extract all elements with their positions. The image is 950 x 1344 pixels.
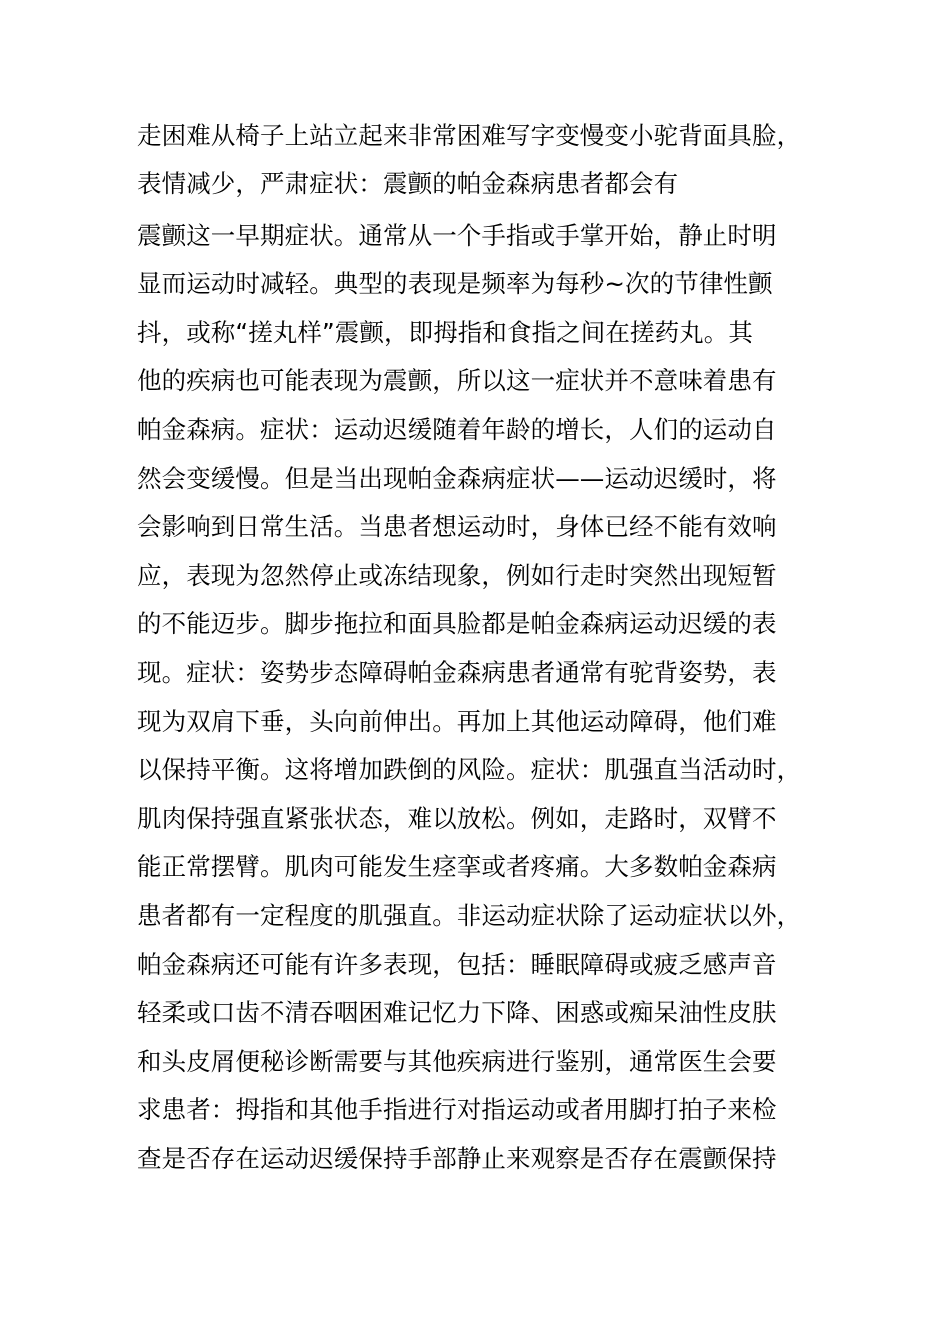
text-line: 表情减少，严肃症状：震颤的帕金森病患者都会有 <box>137 169 679 198</box>
text-line: 走困难从椅子上站立起来非常困难写字变慢变小驼背面具脸， <box>137 121 802 150</box>
text-line: 肌肉保持强直紧张状态，难以放松。例如，走路时，双臂不 <box>137 803 777 833</box>
text-line: 应，表现为忽然停止或冻结现象，例如行走时突然出现短暂 <box>137 560 777 590</box>
text-line: 会影响到日常生活。当患者想运动时，身体已经不能有效响 <box>137 512 777 542</box>
text-line: 轻柔或口齿不清吞咽困难记忆力下降、困惑或痴呆油性皮肤 <box>137 998 777 1028</box>
text-line: 查是否存在运动迟缓保持手部静止来观察是否存在震颤保持 <box>137 1143 777 1173</box>
text-line: 帕金森病还可能有许多表现，包括：睡眠障碍或疲乏感声音 <box>137 949 777 979</box>
text-line: 患者都有一定程度的肌强直。非运动症状除了运动症状以外， <box>137 900 802 930</box>
text-line: 求患者：拇指和其他手指进行对指运动或者用脚打拍子来检 <box>137 1095 777 1125</box>
body-text <box>137 112 827 1183</box>
text-line: 现为双肩下垂，头向前伸出。再加上其他运动障碍，他们难 <box>137 706 777 736</box>
text-line: 现。症状：姿势步态障碍帕金森病患者通常有驼背姿势，表 <box>137 657 777 687</box>
text-line: 的不能迈步。脚步拖拉和面具脸都是帕金森病运动迟缓的表 <box>137 609 777 639</box>
text-line: 以保持平衡。这将增加跌倒的风险。症状：肌强直当活动时， <box>137 755 802 785</box>
text-line: 震颤这一早期症状。通常从一个手指或手掌开始，静止时明 <box>137 220 777 250</box>
text-line: 显而运动时减轻。典型的表现是频率为每秒~次的节律性颤 <box>137 269 773 299</box>
text-line: 抖，或称“搓丸样”震颤，即拇指和食指之间在搓药丸。其 <box>137 317 753 347</box>
text-line: 然会变缓慢。但是当出现帕金森病症状——运动迟缓时，将 <box>137 463 777 493</box>
text-line: 他的疾病也可能表现为震颤，所以这一症状并不意味着患有 <box>137 366 777 396</box>
text-line: 和头皮屑便秘诊断需要与其他疾病进行鉴别，通常医生会要 <box>137 1046 777 1076</box>
text-line: 帕金森病。症状：运动迟缓随着年龄的增长，人们的运动自 <box>137 414 777 444</box>
text-line: 能正常摆臂。肌肉可能发生痉挛或者疼痛。大多数帕金森病 <box>137 852 777 882</box>
